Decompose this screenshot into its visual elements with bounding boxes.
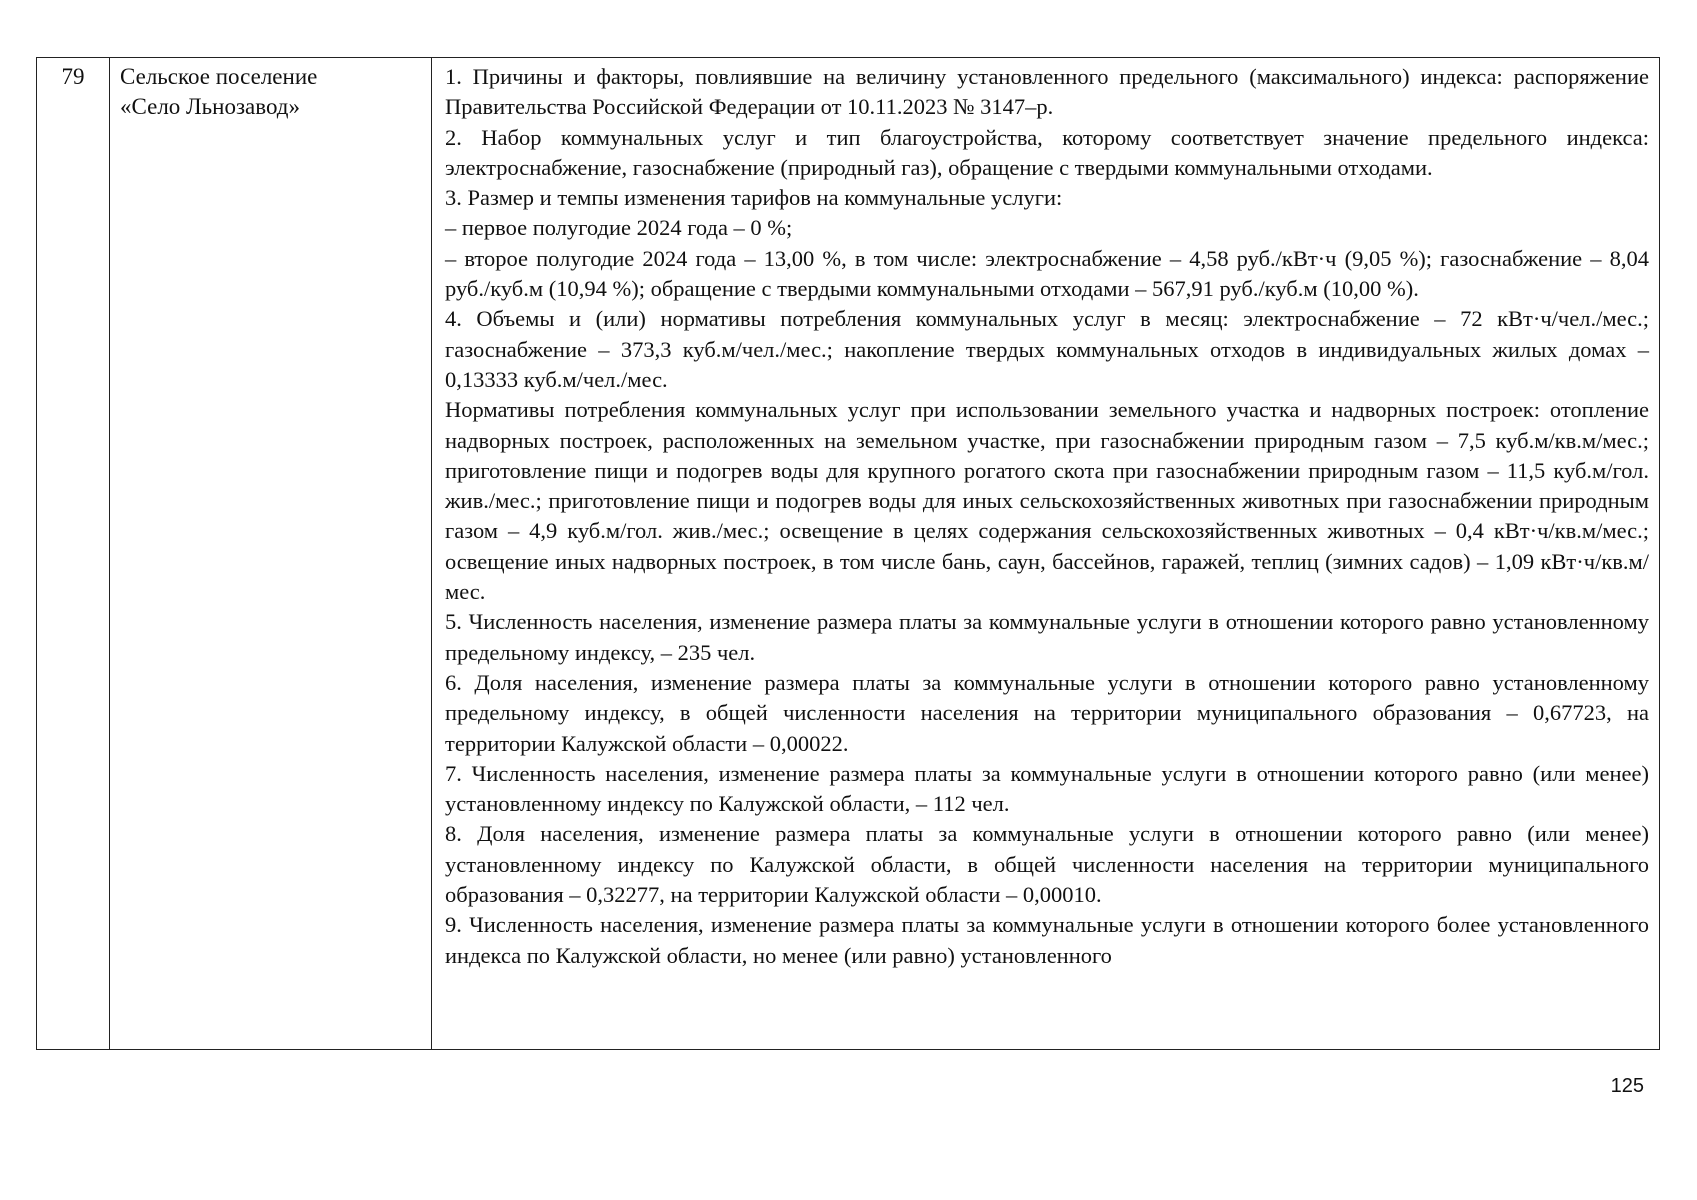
paragraph-2-services: 2. Набор коммунальных услуг и тип благоустройства, которому соответствует значение предельного индекса: электроснабжение, газоснабжение (природный газ), обращение с твердыми коммунальными отходами. <box>445 124 1649 180</box>
data-table <box>36 57 1660 1050</box>
paragraph-3-second-half: – второе полугодие 2024 года – 13,00 %, в том числе: электроснабжение – 4,58 руб./кВт·ч (9,05 %); газоснабжение – 8,04 руб./куб.м (10,94 %); обращение с твердыми коммунальными отходами – 567,91 руб./куб.м (10,00 %). <box>445 245 1649 302</box>
municipality-name-line1: Сельское поселение <box>120 64 318 89</box>
municipality-name-line2: «Село Льнозавод» <box>120 94 300 119</box>
paragraph-4-land-norms: Нормативы потребления коммунальных услуг при использовании земельного участка и надворных построек: отопление надворных построек, расположенных на земельном участке, при газоснабжении природным газом – 7,5 куб.м/кв.м/мес.; приготовление пищи и подогрев воды для крупного рогатого скота при газоснабжении природным газом – 11,5 куб.м/гол. жив./мес.; приготовление пищи и подогрев воды для иных сельскохозяйственных животных при газоснабжении природным газом – 4,9 куб.м/гол. жив./мес.; освещение в целях содержания сельскохозяйственных животных – 0,4 кВт·ч/кв.м/мес.; освещение иных надворных построек, в том числе бань, саун, бассейнов, гаражей, теплиц (зимних садов) – 1,09 кВт·ч/кв.м/мес. <box>445 397 1649 605</box>
row-number: 79 <box>61 64 85 89</box>
paragraph-3-tariffs: 3. Размер и темпы изменения тарифов на коммунальные услуги: <box>445 185 1063 211</box>
paragraph-9-population: 9. Численность населения, изменение размера платы за коммунальные услуги в отношении которого более установленного индекса по Калужской области, но менее (или равно) установленного <box>445 912 1649 968</box>
paragraph-7-population: 7. Численность населения, изменение размера платы за коммунальные услуги в отношении которого равно (или менее) установленному индексу по Калужской области, – 112 чел. <box>445 760 1649 817</box>
page-number: 125 <box>1610 1075 1644 1097</box>
paragraph-3-first-half: – первое полугодие 2024 года – 0 %; <box>445 215 793 241</box>
paragraph-8-share: 8. Доля населения, изменение размера платы за коммунальные услуги в отношении которого равно (или менее) установленному индексу по Калужской области, в общей численности населения на территории муниципального образования – 0,32277, на территории Калужской области – 0,00010. <box>445 821 1649 908</box>
row-number-cell <box>37 58 110 1049</box>
paragraph-6-share: 6. Доля населения, изменение размера платы за коммунальные услуги в отношении которого равно установленному предельному индексу, в общей численности населения на территории муниципального образования – 0,67723, на территории Калужской области – 0,00022. <box>445 669 1649 756</box>
description-cell <box>432 58 1659 1049</box>
paragraph-1-causes: 1. Причины и факторы, повлиявшие на величину установленного предельного (максимального) индекса: распоряжение Правительства Российской Федерации от 10.11.2023 № 3147–р. <box>445 64 1649 120</box>
paragraph-4-volumes: 4. Объемы и (или) нормативы потребления коммунальных услуг в месяц: электроснабжение – 72 кВт·ч/чел./мес.; газоснабжение – 373,3 куб.м/чел./мес.; накопление твердых коммунальных отходов в индивидуальных жилых домах – 0,13333 куб.м/чел./мес. <box>445 306 1649 392</box>
municipality-name-cell <box>110 58 432 1049</box>
paragraph-5-population: 5. Численность населения, изменение размера платы за коммунальные услуги в отношении которого равно установленному предельному индексу, – 235 чел. <box>445 609 1649 665</box>
